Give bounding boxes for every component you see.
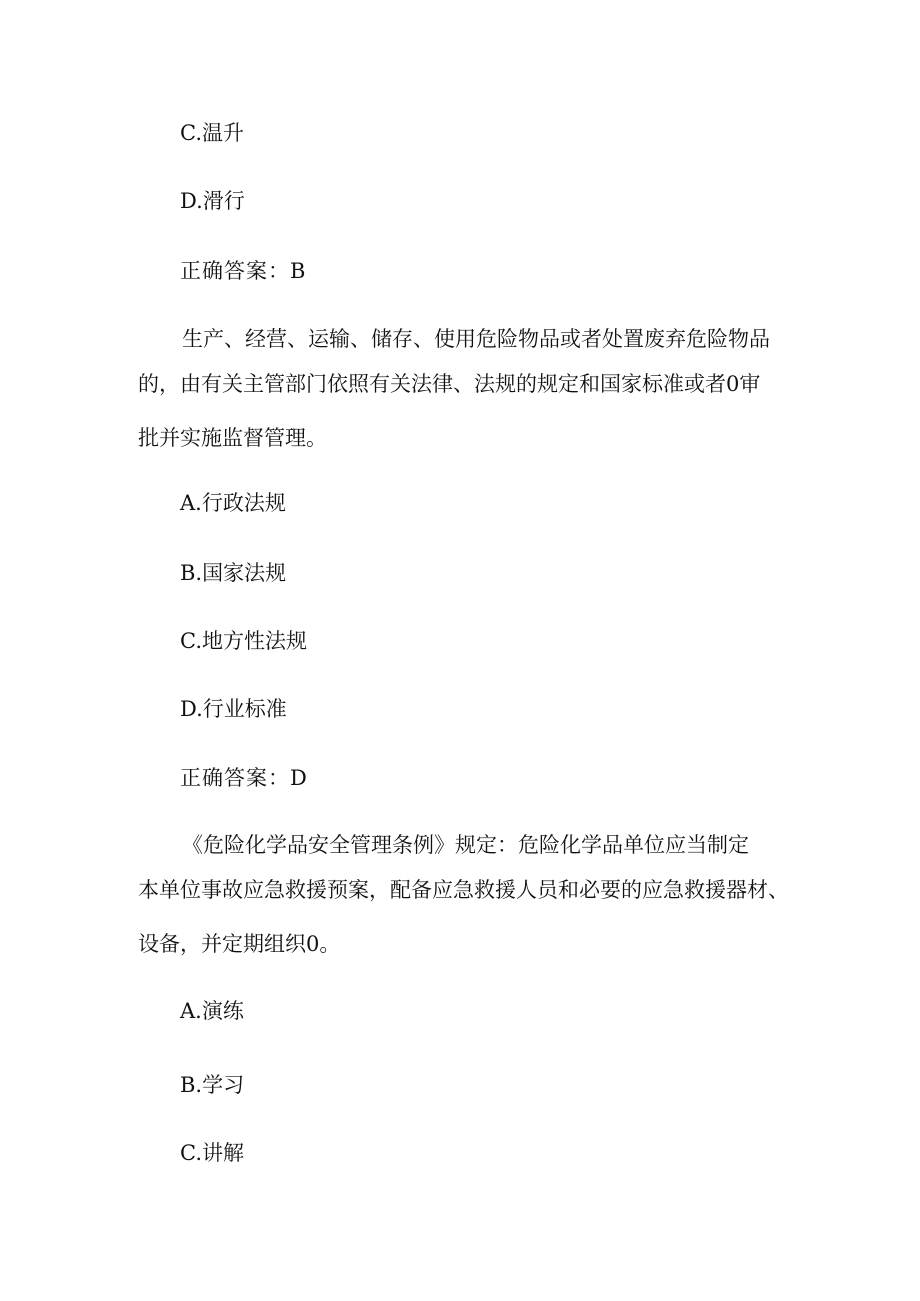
q1-option-c: C.温升 <box>180 121 244 145</box>
q2-line-1: 生产、经营、运输、储存、使用危险物品或者处置废弃危险物品 <box>182 327 770 351</box>
q1-option-d: D.滑行 <box>180 189 245 213</box>
q2-line-2: 的，由有关主管部门依照有关法律、法规的规定和国家标准或者0审 <box>138 372 761 396</box>
q1-answer: 正确答案：B <box>180 259 307 283</box>
q3-option-b: B.学习 <box>180 1073 245 1097</box>
q3-line-2: 本单位事故应急救援预案，配备应急救援人员和必要的应急救援器材、 <box>138 878 789 902</box>
q2-option-d: D.行业标准 <box>180 697 287 721</box>
q2-option-c: C.地方性法规 <box>180 629 307 653</box>
q3-option-c: C.讲解 <box>180 1141 244 1165</box>
q2-answer: 正确答案：D <box>180 766 308 790</box>
q3-line-1: 《危险化学品安全管理条例》规定：危险化学品单位应当制定 <box>182 833 749 857</box>
q2-option-a: A.行政法规 <box>180 491 286 515</box>
q2-option-b: B.国家法规 <box>180 561 287 585</box>
q3-line-3: 设备，并定期组织0。 <box>138 932 341 956</box>
q2-line-3: 批并实施监督管理。 <box>138 426 327 450</box>
q3-option-a: A.演练 <box>180 999 244 1023</box>
